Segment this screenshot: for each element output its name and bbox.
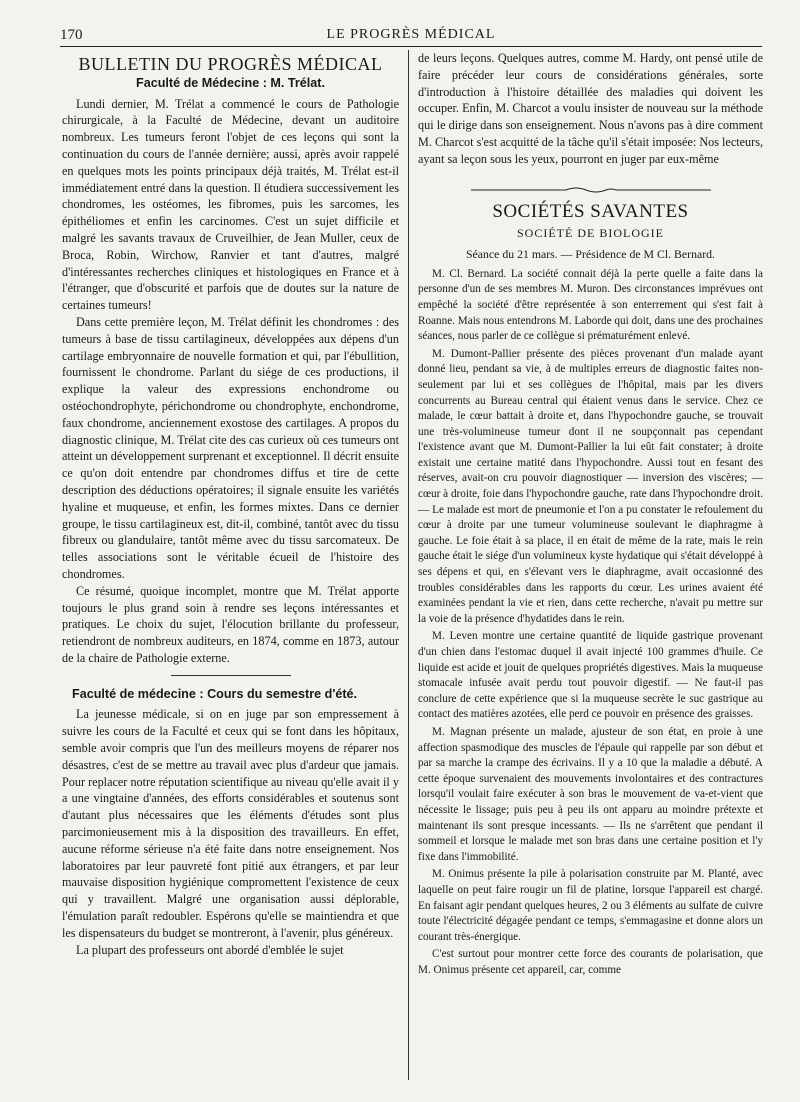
paragraph-summer-courses: La jeunesse médicale, si on en juge par son empressement à suivre les cours de la Faculté et ceux qui se font dans les hôpitaux, semble avoir compris que l'un des meilleurs moyens de réparer nos désastres, c'est de se mettre au travail avec plus d'ardeur que jamais. Pour replacer notre réputation scientifique au niveau qu'elle avait il y a une vingtaine d'années, des efforts considérables et soutenus sont d'autant plus nécessaires que les éléments d'études sont plus parcimonieusement mis à la disposition des travailleurs. En effet, aucune réforme sérieuse n'a été faite dans notre enseignement. Nos laboratoires par leur pauvreté font pitié aux étrangers, et par leur mauvaise disposition hygiénique compromettent l'existence de ceux qui y travaillent. Malgré une organisation aussi déplorable, l'émulation paraît redoubler. Espérons qu'elle se maintiendra et que les dispensateurs du budget se montreront, à l'avenir, plus généreux. bbox=[62, 707, 399, 940]
societes-title: SOCIÉTÉS SAVANTES bbox=[492, 201, 689, 223]
paragraph-trelat-summary: Ce résumé, quoique incomplet, montre que M. Trélat apporte toujours le plus grand soin à rendre ses leçons intéressantes et pratiques. Le choix du sujet, l'élocution brillante du professeur, retiendront de nombreux auditeurs, en 1874, comme en 1873, autour de la chaire de Pathologie externe. bbox=[62, 583, 399, 665]
page-number: 170 bbox=[60, 27, 83, 43]
paragraph-leven: M. Leven montre une certaine quantité de liquide gastrique provenant d'un chien dans l'estomac duquel il avait injecté 100 grammes d'huile. Ce liquide est acide et jouit de quelques propriétés digestives. Mais la muqueuse stomacale infusée avait perdu tout pouvoir digestif. — Ne faut-il pas conclure de cette expérience que si la muqueuse secrète le suc gastrique au contact des matières azotées, elle perd ce pouvoir en présence des graisses. bbox=[418, 630, 763, 721]
left-column bbox=[62, 50, 399, 958]
ornament-rule-icon bbox=[471, 186, 711, 194]
paragraph-continuation: de leurs leçons. Quelques autres, comme M. Hardy, ont pensé utile de faire précéder leur cours de considérations générales, sorte d'introduction à l'histoire détaillée des maladies qui doivent les occuper. Enfin, M. Charcot a voulu insister de nouveau sur la méthode qui le dirige dans son enseignement. Nous n'avons pas à dire comment M. Charcot s'est acquitté de la tâche qu'il s'était imposée: Nos lecteurs, ayant sa leçon sous les yeux, pourront en juger par eux-même bbox=[418, 51, 763, 166]
column-divider bbox=[408, 50, 409, 1080]
paragraph-trelat-lesson: Dans cette première leçon, M. Trélat définit les chondromes : des tumeurs à base de tissu cartilagineux, développées aux dépens d'un cartilage embryonnaire de nouvelle formation et qui, par l'ébullition, fournissent le chondrome. Parlant du siége de ces productions, il explique la valeur des expressions enchondrome ou ostéochondrophyte, périchondrome ou chondrophyte, enchondrome, faux chondrome, anciennement exostose des cartilages. A propos du diagnostic clinique, M. Trélat cite des cas curieux où ces tumeurs ont atteint un développement surprenant et exceptionnel. Il décrit ensuite ce qu'on doit entendre par chondromes diffus et tire de cette description des déductions opératoires; il signale ensuite les variétés hyaline et muqueuse, et enfin, les formes mixtes. Dans ce dernier groupe, le tissu cartilagineux est, dit-il, combiné, tantôt avec du tissu fibreux ou glandulaire, tantôt même avec du tissu sarcomateux. De telles associations sont le véritable écueil de l'histoire des chondromes. bbox=[62, 314, 399, 581]
paragraph-bernard: M. Cl. Bernard. La société connait déjà la perte quelle a faite dans la personne d'un de ses membres M. Muron. Des circonstances imprévues ont empêché la société d'être représentée à son enterrement qui s'est fait à Roanne. Mais nous entendrons M. Laborde qui doit, dans une des prochaines séances, nous parler de ce collègue si prématurément enlevé. bbox=[418, 267, 763, 343]
biologie-title: SOCIÉTÉ DE BIOLOGIE bbox=[517, 226, 664, 241]
right-column bbox=[418, 50, 763, 978]
faculty-summer-title: Faculté de médecine : Cours du semestre d'été. bbox=[72, 686, 358, 701]
bulletin-title: BULLETIN DU PROGRÈS MÉDICAL bbox=[78, 54, 383, 74]
journal-title: LE PROGRÈS MÉDICAL bbox=[326, 27, 496, 42]
paragraph-polarisation: C'est surtout pour montrer cette force des courants de polarisation, que M. Onimus présente cet appareil, car, comme bbox=[418, 948, 763, 976]
faculty-trelat-title: Faculté de Médecine : M. Trélat. bbox=[136, 75, 325, 90]
page-header bbox=[60, 20, 762, 47]
ornament-divider bbox=[418, 182, 763, 199]
society-proceedings bbox=[418, 267, 763, 979]
paragraph-professors: La plupart des professeurs ont abordé d'emblée le sujet bbox=[76, 942, 344, 957]
section-rule bbox=[171, 675, 291, 676]
paragraph-trelat-intro: Lundi dernier, M. Trélat a commencé le cours de Pathologie chirurgicale, à la Faculté de Médecine, devant un auditoire nombreux. Les tumeurs feront l'objet de ces leçons qui sont la continuation du cours de l'année dernière; aussi, après avoir rappelé en quelques mots les points principaux déjà traités, M. Trélat est-il immédiatement entré dans la question. Il étudiera successivement les chondromes, les ostéomes, les fibromes, puis les sarcomes, les épithéliomes et enfin les carcinomes. C'est un sujet difficile et malgré les savants travaux de Cruveilhier, de Jean Muller, ceux de Broca, Robin, Wirchow, Ranvier et tant d'autres, malgré d'intéressantes recherches cliniques et histologiques en France et à l'étranger, que d'obscurité et parfois que de doutes sur la nature de certaines tumeurs! bbox=[62, 96, 399, 313]
seance-line: Séance du 21 mars. — Présidence de M Cl. Bernard. bbox=[466, 246, 715, 261]
paragraph-dumont-pallier: M. Dumont-Pallier présente des pièces provenant d'un malade ayant donné lieu, pendant sa vie, à de multiples erreurs de diagnostic faites non-seulement par lui et ses collègues de l'hôpital, mais par les divers concurrents au Bureau central qui étaient venus dans le service. Chez ce malade, le cœur battait à droite et, dans l'hypochondre gauche, se trouvait une très-volumineuse tumeur dont il ne soupçonnait pas cependant l'existence avant que M. Dumont-Pallier la lui eût fait constater; à droite existait une certaine matité dans l'hypochondre. Aussi tout en fesant des réserves, avait-on cru pouvoir diagnostiquer — inversion des viscères; — cœur à droite, foie dans l'hypochondre gauche, rate dans l'hypochondre droit. — Le malade est mort de pneumonie et l'on a pu constater le refoulement du cœur à droite par une tumeur volumineuse soulevant le diaphragme à gauche. Le foie était à sa place, il en était de même de la rate, mais le rein gauche était le siége d'un volumineux kyste hydatique qui s'était développé à ses dépens et qui, en s'élevant vers le diaphragme, avait occasionné des troubles considérables dans les rapports du cœur. Les urines avaient été examinées pendant la vie et rien, dans cette recherche, n'avait pu mettre sur la voie de la présence d'hydatides dans le rein. bbox=[418, 347, 763, 625]
paragraph-onimus: M. Onimus présente la pile à polarisation construite par M. Planté, avec laquelle on peut faire rougir un fil de platine, lorsque l'appareil est chargé. En faisant agir pendant quelques heures, 2 ou 3 éléments au sulfate de cuivre toute l'électricité dégagée pendant ce temps, s'emmagasine et donne alors un courant très-énergique. bbox=[418, 868, 763, 943]
paragraph-magnan: M. Magnan présente un malade, ajusteur de son état, en proie à une affection spasmodique des muscles de l'épaule qui rappelle par son début et par sa marche la crampe des écrivains. Il y a 10 que la maladie a débuté. A cette époque survenaient des mouvements involontaires et des contractures lorsqu'il voulait faire exécuter à son bras le mouvement de va-et-vient que nécessite le lissage; puis peu à peu ils ont apparu au moindre prétexte et maintenant ils sont presque incessants. — Ils ne s'arrêtent que pendant il sommeil et lorsque le malade met son bras dans une certaine position et l'y fixe dans l'immobilité. bbox=[418, 725, 763, 863]
